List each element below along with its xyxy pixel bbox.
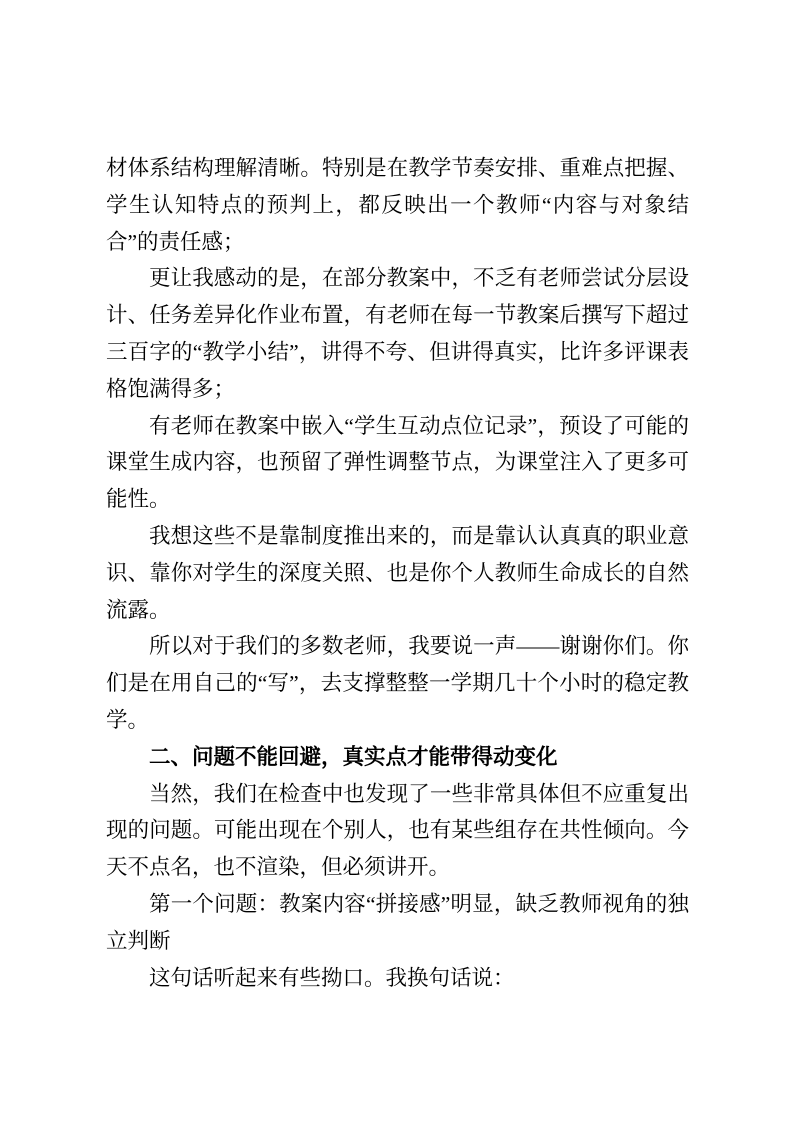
section-heading: 二、问题不能回避，真实点才能带得动变化 (149, 744, 558, 769)
paragraph: 当然，我们在检查中也发现了一些非常具体但不应重复出现的问题。可能出现在个别人，也有某些组存在共性倾向。今天不点名，也不渲染，但必须讲开。 (106, 781, 689, 880)
paragraph-subheading: 第一个问题：教案内容“拼接感”明显，缺乏教师视角的独立判断 (106, 891, 689, 953)
paragraph: 这句话听起来有些拗口。我换句话说： (149, 965, 515, 990)
paragraph: 我想这些不是靠制度推出来的，而是靠认认真真的职业意识、靠你对学生的深度关照、也是你个人教师生命成长的自然流露。 (106, 523, 689, 622)
paragraph: 所以对于我们的多数老师，我要说一声——谢谢你们。你们是在用自己的“写”，去支撑整整一学期几十个小时的稳定教学。 (106, 634, 689, 732)
paragraph: 更让我感动的是，在部分教案中，不乏有老师尝试分层设计、任务差异化作业布置，有老师在每一节教案后撰写下超过三百字的“教学小结”，讲得不夸、但讲得真实，比许多评课表格饱满得多； (106, 266, 689, 401)
paragraph-continuation: 材体系结构理解清晰。特别是在教学节奏安排、重难点把握、学生认知特点的预判上，都反映出一个教师“内容与对象结合”的责任感； (106, 156, 689, 254)
paragraph: 有老师在教案中嵌入“学生互动点位记录”，预设了可能的课堂生成内容，也预留了弹性调整节点，为课堂注入了更多可能性。 (106, 413, 689, 512)
